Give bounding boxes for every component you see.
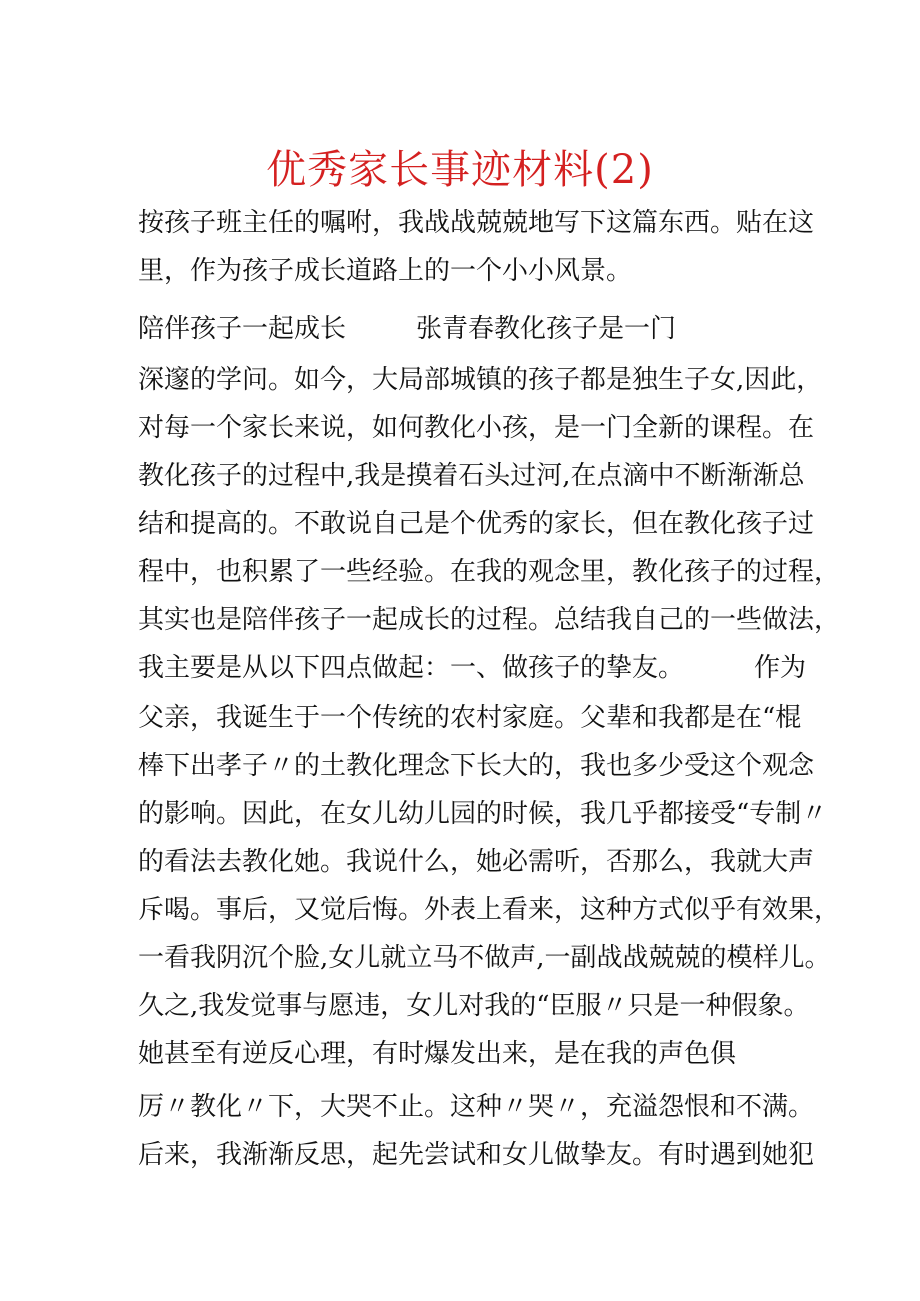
paragraph-line: 教化孩子的过程中,我是摸着石头过河,在点滴中不断渐渐总 bbox=[138, 461, 805, 491]
paragraph-line: 一看我阴沉个脸,女儿就立马不做声,一副战战兢兢的模样儿。 bbox=[138, 943, 831, 973]
paragraph-line: 棒下出孝子〃的土教化理念下长大的，我也多少受这个观念 bbox=[138, 751, 815, 781]
paragraph-line: 久之,我发觉事与愿违，女儿对我的“臣服〃只是一种假象。 bbox=[138, 991, 810, 1021]
paragraph-line bbox=[138, 305, 798, 353]
paragraph-line: 其实也是陪伴孩子一起成长的过程。总结我自己的一些做法， bbox=[138, 605, 841, 635]
paragraph-line: 深邃的学问。如今，大局部城镇的孩子都是独生子女,因此， bbox=[138, 365, 823, 395]
paragraph-line: 结和提高的。不敢说自己是个优秀的家长，但在教化孩子过 bbox=[138, 509, 815, 539]
paragraph-line: 斥喝。事后，又觉后悔。外表上看来，这种方式似乎有效果， bbox=[138, 895, 841, 925]
document-title: 优秀家长事迹材料(2) bbox=[266, 147, 654, 193]
paragraph-line: 我主要是从以下四点做起：一、做孩子的挚友。 作为 bbox=[138, 653, 807, 683]
paragraph-line: 的影响。因此，在女儿幼儿园的时候，我几乎都接受“专制〃 bbox=[138, 799, 828, 829]
section-heading: 陪伴孩子一起成长 bbox=[138, 314, 347, 344]
paragraph-line: 厉〃教化〃下，大哭不止。这种〃哭〃，充溢怨恨和不满。 bbox=[138, 1092, 815, 1122]
paragraph-line: 对每一个家长来说，如何教化小孩，是一门全新的课程。在 bbox=[138, 413, 815, 443]
paragraph-line: 后来，我渐渐反思，起先尝试和女儿做挚友。有时遇到她犯 bbox=[138, 1140, 815, 1170]
paragraph-line: 父亲，我诞生于一个传统的农村家庭。父辈和我都是在“棍 bbox=[138, 703, 802, 733]
paragraph-line: 按孩子班主任的嘱咐，我战战兢兢地写下这篇东西。贴在这 bbox=[138, 208, 815, 238]
paragraph-line: 程中，也积累了一些经验。在我的观念里，教化孩子的过程， bbox=[138, 557, 841, 587]
paragraph-line: 的看法去教化她。我说什么，她必需听，否那么，我就大声 bbox=[138, 847, 815, 877]
paragraph-line: 她甚至有逆反心理，有时爆发出来，是在我的声色俱 bbox=[138, 1039, 737, 1069]
author-and-text: 张青春教化孩子是一门 bbox=[416, 314, 677, 344]
paragraph-line: 里，作为孩子成长道路上的一个小小风景。 bbox=[138, 256, 633, 286]
